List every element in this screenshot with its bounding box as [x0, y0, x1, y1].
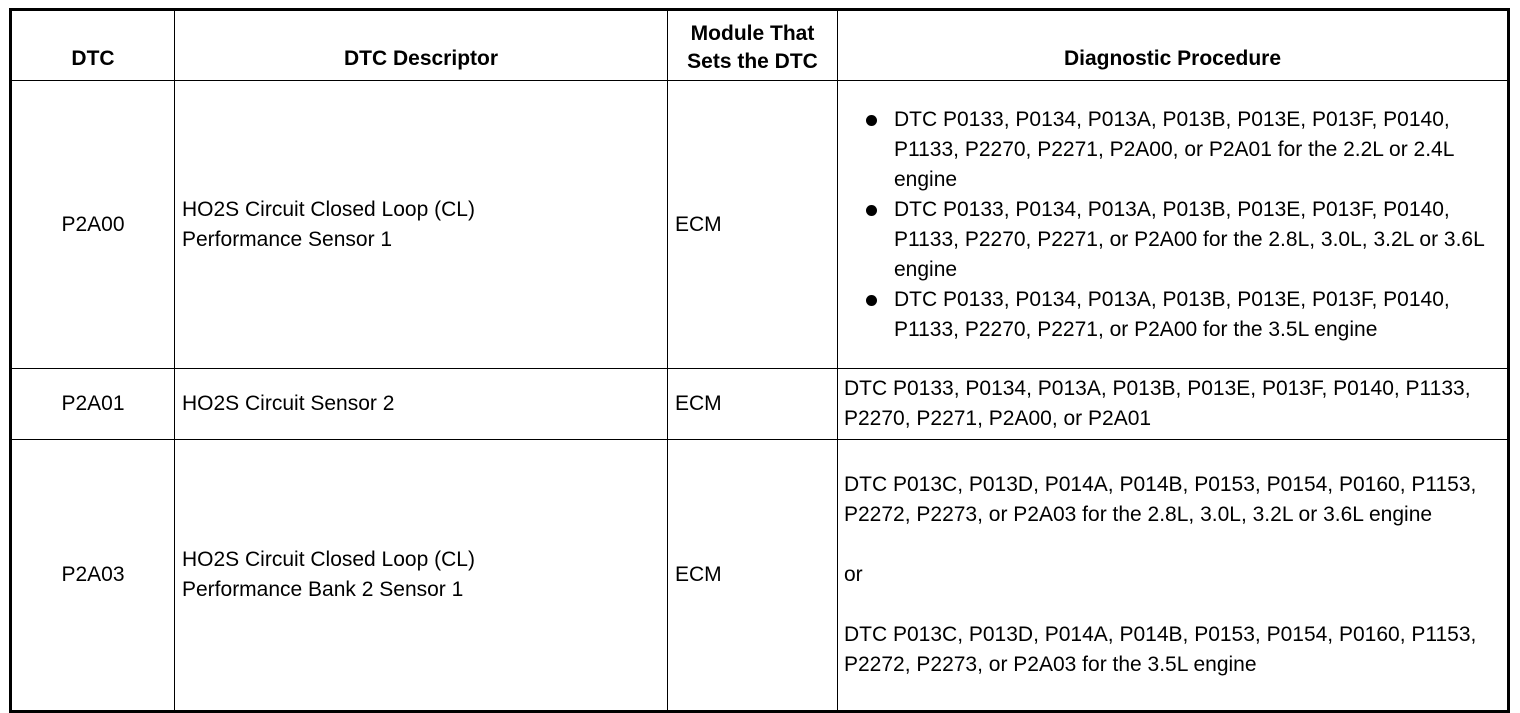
- diagnostic-procedure: DTC P0133, P0134, P013A, P013B, P013E, P013F, P0140, P1133, P2270, P2271, P2A00, or P2A01: [838, 369, 1509, 440]
- bullet-icon: [866, 295, 877, 306]
- dtc-code: P2A03: [11, 440, 175, 712]
- procedure-text: DTC P013C, P013D, P014A, P014B, P0153, P0154, P0160, P1153, P2272, P2273, or P2A03 for the 2.8L, 3.0L, 3.2L or 3.6L engine: [844, 473, 1477, 526]
- procedure-list-item: DTC P0133, P0134, P013A, P013B, P013E, P013F, P0140, P1133, P2270, P2271, or P2A00 for the 2.8L, 3.0L, 3.2L or 3.6L engine: [844, 195, 1501, 285]
- procedure-text: DTC P013C, P013D, P014A, P014B, P0153, P0154, P0160, P1153, P2272, P2273, or P2A03 for the 3.5L engine: [844, 623, 1477, 676]
- procedure-list: [844, 105, 1501, 345]
- diagnostic-procedure: [838, 440, 1509, 712]
- module: ECM: [668, 440, 838, 712]
- module: ECM: [668, 369, 838, 440]
- dtc-table: [9, 8, 1510, 713]
- dtc-code: P2A00: [11, 81, 175, 369]
- header-descriptor: DTC Descriptor: [175, 10, 668, 81]
- procedure-list-item: DTC P0133, P0134, P013A, P013B, P013E, P013F, P0140, P1133, P2270, P2271, or P2A00 for the 3.5L engine: [844, 285, 1501, 345]
- header-module: Module That Sets the DTC: [668, 10, 838, 81]
- bullet-icon: [866, 115, 877, 126]
- dtc-code: P2A01: [11, 369, 175, 440]
- table-row: [11, 440, 1509, 712]
- bullet-icon: [866, 205, 877, 216]
- table-row: [11, 81, 1509, 369]
- procedure-list-item: DTC P0133, P0134, P013A, P013B, P013E, P013F, P0140, P1133, P2270, P2271, P2A00, or P2A01 for the 2.2L or 2.4L engine: [844, 105, 1501, 195]
- dtc-descriptor: HO2S Circuit Closed Loop (CL) Performance Sensor 1: [175, 81, 668, 369]
- module: ECM: [668, 81, 838, 369]
- header-row: [11, 10, 1509, 81]
- table-row: [11, 369, 1509, 440]
- procedure-or: or: [844, 563, 863, 586]
- diagnostic-procedure: [838, 81, 1509, 369]
- header-procedure: Diagnostic Procedure: [838, 10, 1509, 81]
- dtc-descriptor: HO2S Circuit Sensor 2: [175, 369, 668, 440]
- header-dtc: DTC: [11, 10, 175, 81]
- dtc-descriptor: HO2S Circuit Closed Loop (CL) Performance Bank 2 Sensor 1: [175, 440, 668, 712]
